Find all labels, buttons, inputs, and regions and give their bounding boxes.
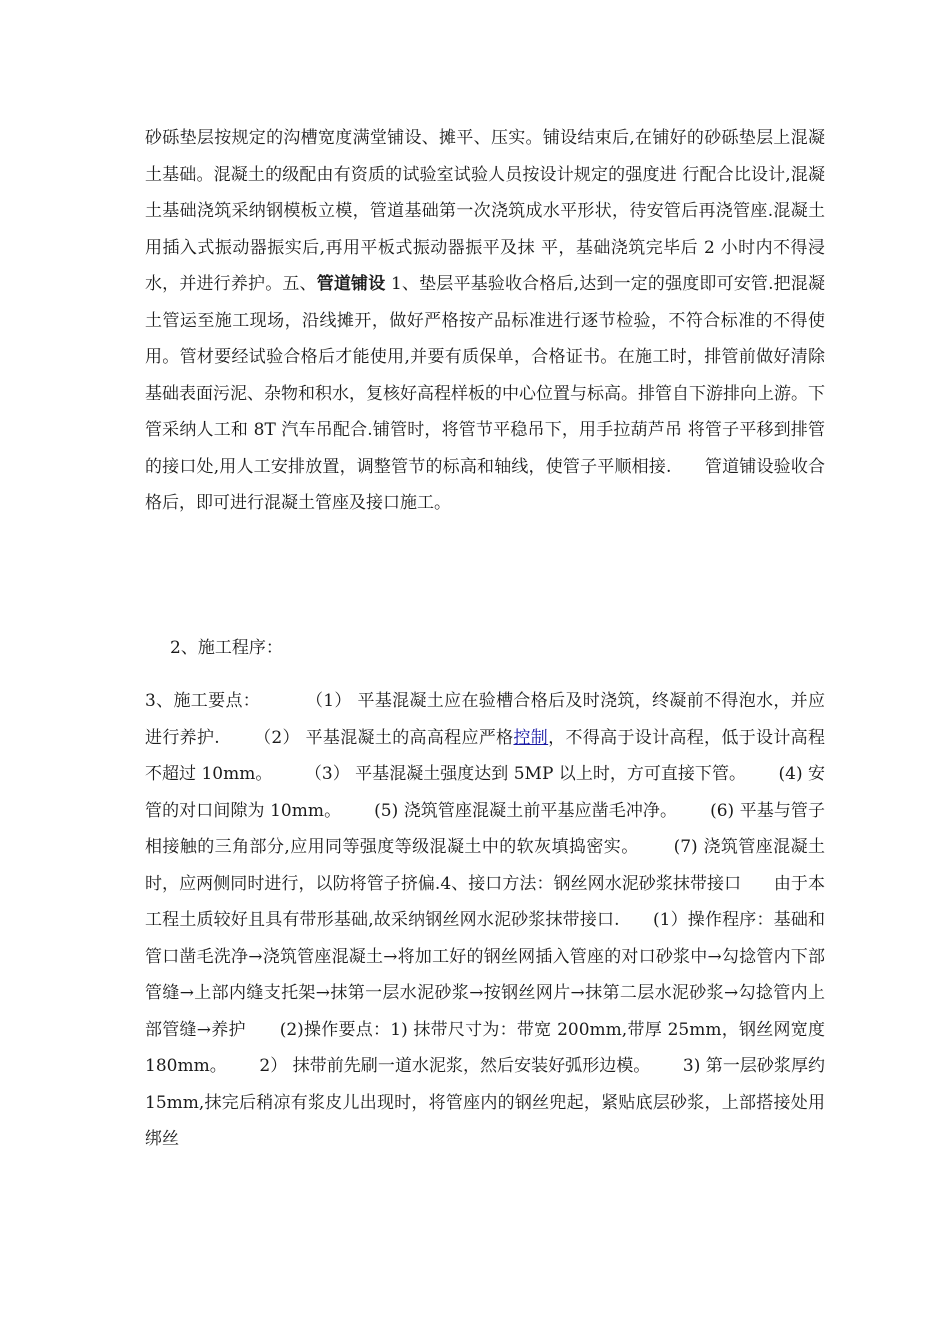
paragraph-1-text-continued: 1、垫层平基验收合格后,达到一定的强度即可安管.把混凝土管运至施工现场，沿线摊开，做好严格按产品标准进行逐节检验，不符合标准的不得使用。管材要经试验合格后才能使用,并要有质保单，合格证书。在施工时，排管前做好清除 基础表面污泥、杂物和积水，复核好高程样板的中心位置与标高。排管自下游排向上游。下管采纳人工和 8T 汽车吊配合.铺管时，将管节平稳吊下，用手拉葫芦吊 将管子平移到排管的接口处,用人工安排放置，调整管节的标高和轴线，使管子平顺相接. 管道铺设验收合格后，即可进行混凝土管座及接口施工。 (145, 274, 831, 513)
section-heading-pipe-laying: 管道铺设 (316, 274, 386, 294)
paragraph-3-text-continued: ，不得高于设计高程，低于设计高程不超过 10mm。 （3） 平基混凝土强度达到 5MP 以上时，方可直接下管。 (4) 安管的对口间隙为 10mm。 (5) 浇筑管座混凝土前平基应凿毛冲净。 (6) 平基与管子相接触的三角部分,应用同等强度等级混凝土中的软灰填捣密实。 (7) 浇筑管座混凝土时，应两侧同时进行，以防将管子挤偏.4、接口方法：钢丝网水泥砂浆抹带接口 由于本工程土质较好且具有带形基础,故采纳钢丝网水泥砂浆抹带接口. (1）操作程序：基础和管口凿毛洗净→浇筑管座混凝土→将加工好的钢丝网插入管座的对口砂浆中→勾捻管内下部管缝→上部内缝支托架→抹第一层水泥砂浆→按钢丝网片→抹第二层水泥砂浆→勾捻管内上部管缝→养护 (2)操作要点：1) 抹带尺寸为：带宽 200mm,带厚 25mm，钢丝网宽度 180mm。 2） 抹带前先刷一道水泥浆，然后安装好弧形边模。 3) 第一层砂浆厚约 15mm,抹完后稍凉有浆皮儿出现时，将管座内的钢丝兜起，紧贴底层砂浆，上部搭接处用绑丝 (145, 727, 831, 1149)
paragraph-3-text: 3、施工要点： （1） 平基混凝土应在验槽合格后及时浇筑，终凝前不得泡水，并应进行养护. （2） 平基混凝土的高高程应严格 (145, 691, 825, 748)
body-paragraph-2 (170, 630, 850, 667)
paragraph-2-text: 2、施工程序： (170, 638, 283, 658)
paragraph-1-text: 砂砾垫层按规定的沟槽宽度满堂铺设、摊平、压实。铺设结束后,在铺好的砂砾垫层上混凝土基础。混凝土的级配由有资质的试验室试验人员按设计规定的强度进 行配合比设计,混凝土基础浇筑采纳钢模板立模，管道基础第一次浇筑成水平形状，待安管后再浇管座.混凝土用插入式振动器振实后,再用平板式振动器振平及抹 平，基础浇筑完毕后 2 小时内不得浸水，并进行养护。五、 (145, 128, 825, 294)
body-paragraph-1 (145, 120, 831, 522)
body-paragraph-3 (145, 683, 831, 1158)
control-link[interactable]: 控制 (513, 727, 549, 748)
